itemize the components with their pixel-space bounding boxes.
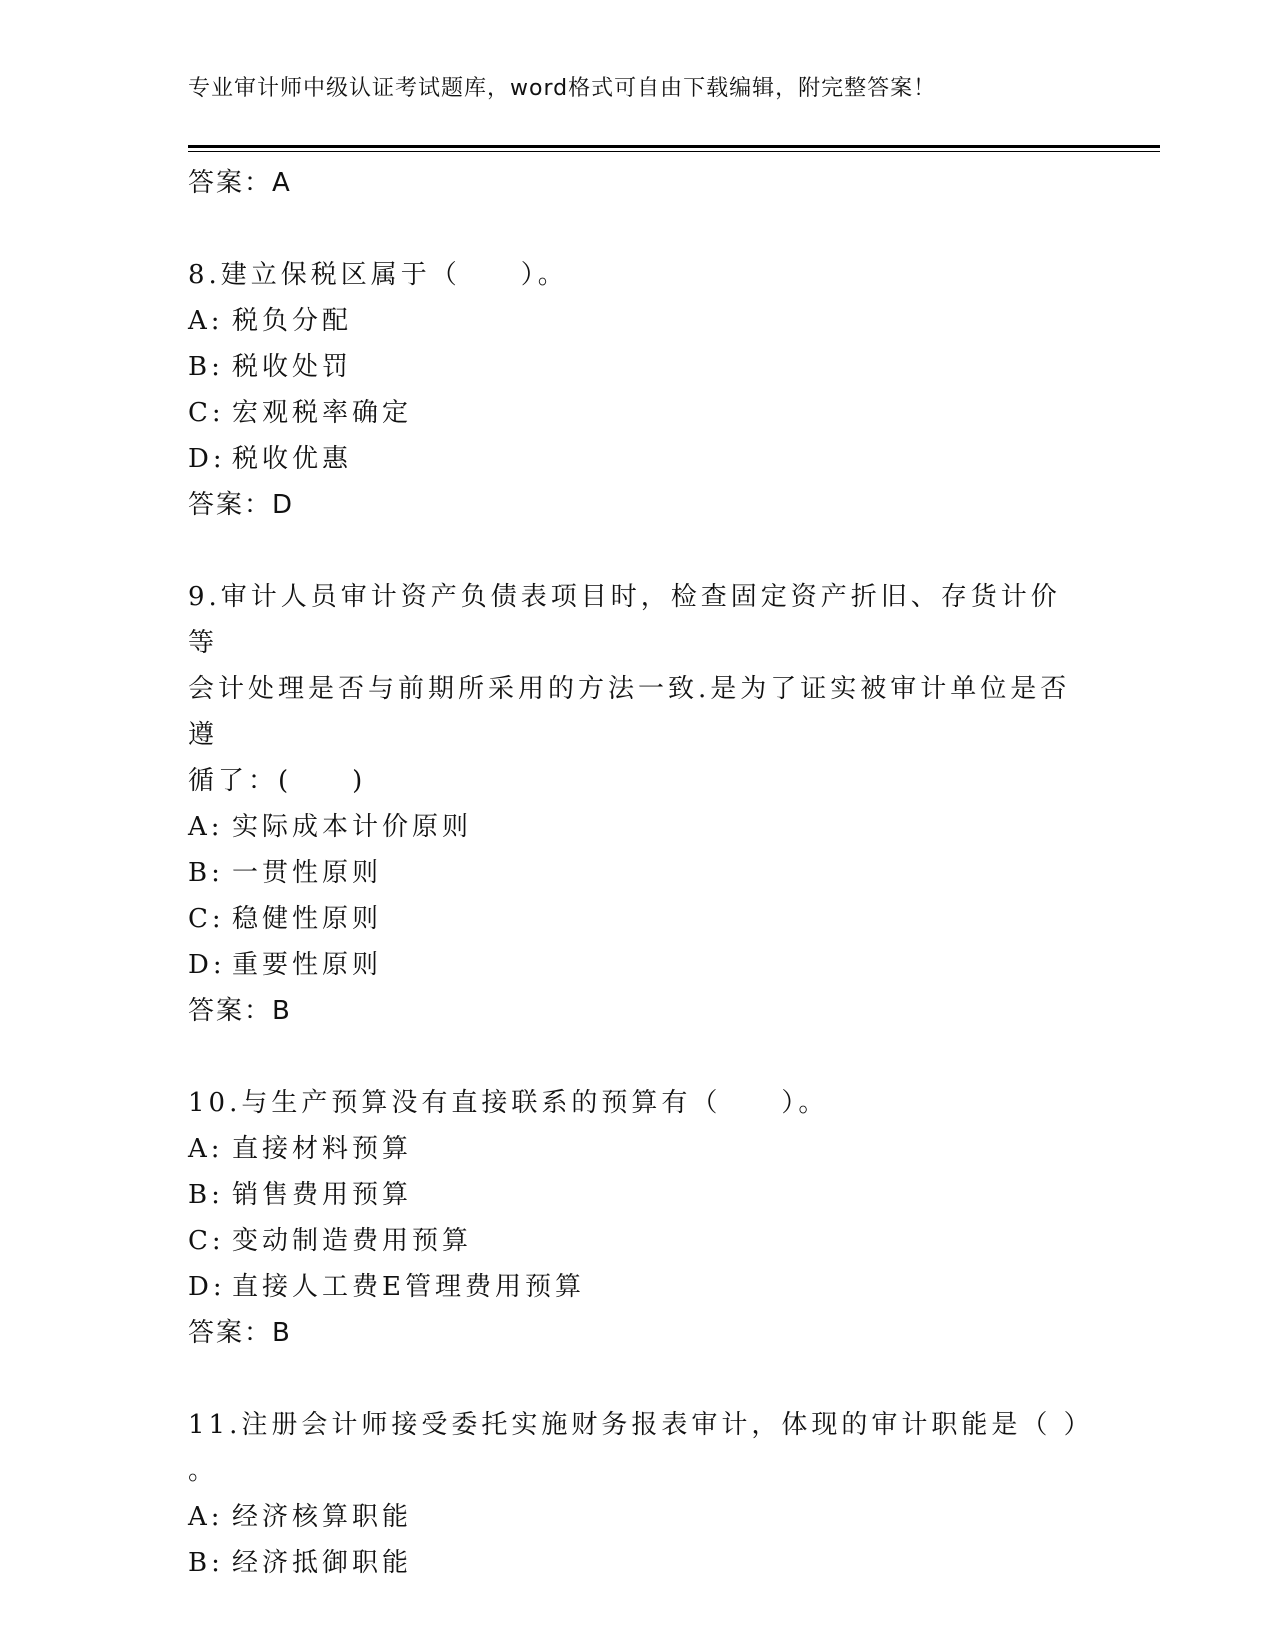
option-letter: C: xyxy=(188,904,225,934)
option-text: 宏观税率确定 xyxy=(232,398,413,428)
option-text: 重要性原则 xyxy=(232,950,383,980)
option-letter: D: xyxy=(188,444,226,474)
option-letter: A: xyxy=(188,812,224,842)
option-letter: B: xyxy=(188,352,224,382)
question-11 xyxy=(188,1402,1094,1586)
option-letter: A: xyxy=(188,306,224,336)
header-rule-thick xyxy=(188,145,1160,148)
option-b xyxy=(188,344,1088,390)
option-text: 税收优惠 xyxy=(232,444,353,474)
option-d xyxy=(188,942,1088,988)
option-text: 经济核算职能 xyxy=(232,1502,413,1532)
answer-line: 答案：D xyxy=(188,490,295,520)
option-c xyxy=(188,390,1088,436)
option-b xyxy=(188,850,1088,896)
option-a xyxy=(188,1494,1088,1540)
option-a xyxy=(188,1126,1088,1172)
option-a xyxy=(188,298,1088,344)
option-b xyxy=(188,1172,1088,1218)
question-stem-line: 。 xyxy=(188,1456,219,1486)
option-letter: B: xyxy=(188,858,224,888)
option-b xyxy=(188,1540,1088,1586)
option-letter: C: xyxy=(188,1226,225,1256)
option-letter: B: xyxy=(188,1548,224,1578)
option-text: 实际成本计价原则 xyxy=(232,812,473,842)
option-text: 直接材料预算 xyxy=(232,1134,413,1164)
page-header: 专业审计师中级认证考试题库，word格式可自由下载编辑，附完整答案！ xyxy=(188,76,937,101)
option-c xyxy=(188,896,1088,942)
option-d xyxy=(188,1264,1088,1310)
option-text: 税负分配 xyxy=(232,306,353,336)
option-text: 税收处罚 xyxy=(232,352,353,382)
answer-line: 答案：B xyxy=(188,1318,292,1348)
answer-line: 答案：A xyxy=(188,168,292,198)
option-text: 稳健性原则 xyxy=(232,904,383,934)
option-a xyxy=(188,804,1088,850)
question-stem-line: 11.注册会计师接受委托实施财务报表审计，体现的审计职能是（ ） xyxy=(188,1410,1094,1440)
question-stem: 10.与生产预算没有直接联系的预算有（ ）。 xyxy=(188,1088,829,1118)
option-text: 变动制造费用预算 xyxy=(232,1226,473,1256)
question-stem: 8.建立保税区属于（ ）。 xyxy=(188,260,568,290)
option-text: 直接人工费E管理费用预算 xyxy=(232,1272,585,1302)
option-c xyxy=(188,1218,1088,1264)
option-letter: A: xyxy=(188,1134,224,1164)
option-letter: A: xyxy=(188,1502,224,1532)
question-stem-line: 会计处理是否与前期所采用的方法一致.是为了证实被审计单位是否遵 xyxy=(188,674,1071,750)
option-letter: D: xyxy=(188,950,226,980)
answer-line: 答案：B xyxy=(188,996,292,1026)
option-letter: D: xyxy=(188,1272,226,1302)
question-9 xyxy=(188,574,1088,1034)
option-letter: C: xyxy=(188,398,225,428)
question-10 xyxy=(188,1080,1088,1356)
question-8 xyxy=(188,252,1088,528)
exam-content xyxy=(188,160,1094,1586)
question-stem-line: 循了：( ) xyxy=(188,766,367,796)
option-text: 经济抵御职能 xyxy=(232,1548,413,1578)
header-rule-thin xyxy=(188,151,1160,152)
option-d xyxy=(188,436,1088,482)
option-letter: B: xyxy=(188,1180,224,1210)
option-text: 一贯性原则 xyxy=(232,858,383,888)
option-text: 销售费用预算 xyxy=(232,1180,413,1210)
question-stem-line: 9.审计人员审计资产负债表项目时，检查固定资产折旧、存货计价等 xyxy=(188,582,1061,658)
